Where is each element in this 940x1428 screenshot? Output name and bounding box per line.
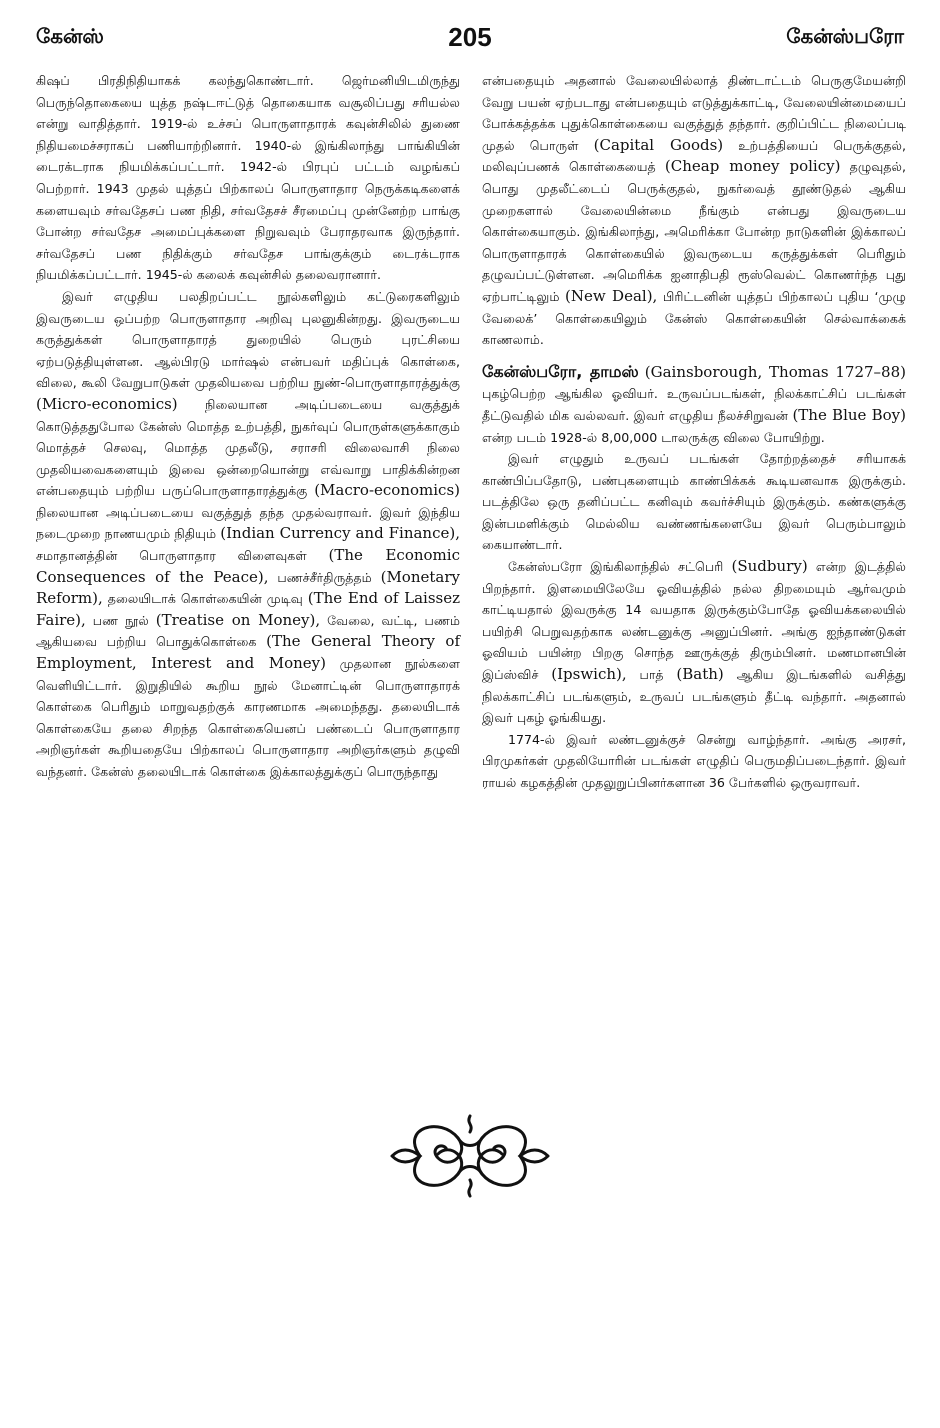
text-run: புகழ்பெற்ற ஆங்கில ஓவியர். உருவப்படங்கள், நிலக்காட்சிப் படங்கள் தீட்டுவதில் மிக வல்லவர். இவர் எழுதிய நீலச்சிறுவன் bbox=[482, 386, 906, 423]
running-head-left: கேன்ஸ் bbox=[36, 24, 104, 48]
paragraph bbox=[482, 556, 906, 729]
english-term: (Monetary Reform), bbox=[36, 567, 460, 608]
english-term: (Capital Goods) bbox=[593, 135, 724, 154]
text-run: பாத் bbox=[639, 667, 664, 683]
text-run: தழுவுதல், பொது முதலீட்டைப் பெருக்குதல், நுகர்வைத் தூண்டுதல் ஆகிய முறைகளால் வேலையின்மை நீங்கும் என்பது இவருடைய கொள்கையாகும். இங்கிலாந்து, அமெரிக்கா போன்ற நாடுகளின் இக்காலப் பொருளாதாரக் கொள்கையில் இவருடைய கருத்துக்கள் பெரிதும் தழுவப்பட்டுள்ளன. அமெரிக்க ஐனாதிபதி ரூஸ்வெல்ட் கொணர்ந்த புது ஏற்பாட்டிலும் bbox=[482, 159, 906, 304]
running-head-right: கேன்ஸ்பரோ bbox=[786, 24, 904, 48]
text-run: பிரிட்டனின் யுத்தப் பிற்காலப் புதிய ‘முழு வேலைக்’ கொள்கையிலும் கேன்ஸ் கொள்கையின் செல்வாக்கைக் காணலாம். bbox=[482, 288, 906, 348]
english-term: (Sudbury) bbox=[731, 557, 808, 576]
text-run: கேன்ஸ்பரோ இங்கிலாந்தில் சட்பெரி bbox=[508, 559, 724, 575]
floral-ornament-icon bbox=[380, 1108, 560, 1204]
text-run: என்ற படம் 1928-ல் 8,00,000 டாலருக்கு விலை போயிற்று. bbox=[482, 429, 825, 445]
paragraph: இவர் எழுதும் உருவப் படங்கள் தோற்றத்தைச் சரியாகக் காண்பிப்பதோடு, பண்புகளையும் காண்பிக்கக் கூடியனவாக இருக்கும். படத்திலே ஒரு தனிப்பட்ட கனிவும் கவர்ச்சியும் இருக்கும். கண்களுக்கு இன்பமளிக்கும் மெல்லிய வண்ணங்களையே இவர் பெரும்பாலும் கையாண்டார். bbox=[482, 451, 906, 553]
text-run: இவர் எழுதிய பலதிறப்பட்ட நூல்களிலும் கட்டுரைகளிலும் இவருடைய ஒப்பற்ற பொருளாதார அறிவு புலனுகின்றது. இவருடைய கருத்துக்கள் பொருளாதாரத் துறையில் பெரும் புரட்சியை ஏற்படுத்தியுள்ளன. ஆல்பிரடு மார்ஷல் என்பவர் மதிப்புக் கொள்கை, விலை, கூலி வேறுபாடுகள் முதலியவை பற்றிய நுண்-பொருளாதாரத்துக்கு bbox=[36, 288, 460, 391]
english-term: (The Economic Consequences of the Peace), bbox=[36, 546, 460, 586]
text-run: தலையிடாக் கொள்கையின் முடிவு bbox=[107, 591, 303, 607]
text-run: என்பதையும் அதனால் வேலையில்லாத் திண்டாட்டம் பெருகுமேயன்றி வேறு பயன் ஏற்படாது என்பதையும் எடுத்துக்காட்டி, வேலையின்மையைப் போக்கத்தக்க புதுக்கொள்கையை வகுத்துத் தந்தார். குறிப்பிட்ட நிலைப்படி முதல் பொருள் bbox=[482, 73, 906, 153]
english-term: (The End of Laissez Faire), bbox=[36, 589, 460, 629]
paragraph bbox=[482, 70, 906, 351]
paragraph: 1774-ல் இவர் லண்டனுக்குச் சென்று வாழ்ந்தார். அங்கு அரசர், பிரமுகர்கள் முதலியோரின் படங்கள் எழுதிப் பெருமதிப்படைந்தார். இவர் ராயல் கழகத்தின் முதலுறுப்பினர்களான 36 பேர்களில் ஒருவராவர். bbox=[482, 731, 906, 790]
english-term: (Indian Currency and Finance), bbox=[220, 524, 460, 543]
text-run: உற்பத்தியைப் பெருக்குதல், மலிவுப்பணக் கொள்கையைத் bbox=[482, 137, 906, 175]
text-run: பண நூல் bbox=[92, 612, 149, 628]
english-term: (Macro-economics) bbox=[314, 481, 460, 500]
text-run: நிலையான அடிப்படையை வகுத்துக் கொடுத்ததுபோல கேன்ஸ் மொத்த உற்பத்தி, நுகர்வுப் பொருள்களுக்காகும் மொத்தச் செலவு, மொத்த முதலீடு, சராசரி விலைவாசி நிலை முதலியவைகளையும் இவை ஒன்றையொன்று எவ்வாறு பாதிக்கின்றன என்பதையும் பற்றிய பருப்பொருளாதாரத்துக்கு bbox=[36, 396, 460, 499]
text-run: முதலான நூல்களை வெளியிட்டார். இறுதியில் கூறிய நூல் மேனாட்டின் பொருளாதாரக் கொள்கை பெரிதும் மாறுவதற்குக் காரணமாக அமைந்தது. தலையிடாக் கொள்கையே தலை சிறந்த கொள்கையெனப் பண்டைப் பொருளாதார அறிஞர்கள் கூறியதையே பிற்காலப் பொருளாதார அறிஞர்களும் தழுவி வந்தனர். கேன்ஸ் தலையிடாக் கொள்கை இக்காலத்துக்குப் பொருந்தாது bbox=[36, 656, 460, 779]
english-term: (Cheap money policy) bbox=[664, 157, 841, 176]
right-column bbox=[482, 70, 906, 794]
entry-headword: கேன்ஸ்பரோ, தாமஸ் bbox=[482, 361, 639, 381]
paragraph bbox=[36, 286, 460, 783]
text-run: சமாதானத்தின் பொருளாதார விளைவுகள் bbox=[36, 548, 307, 564]
english-term: (Gainsborough, Thomas 1727–88) bbox=[644, 362, 906, 381]
english-term: (Treatise on Money), bbox=[155, 610, 321, 629]
english-term: (Bath) bbox=[676, 665, 724, 684]
left-column bbox=[36, 70, 460, 783]
text-run: என்ற இடத்தில் பிறந்தார். இளமையிலேயே ஓவியத்தில் நல்ல திறமையும் ஆர்வமும் காட்டியதால் இவருக்கு 14 வயதாக இருக்கும்போதே ஓவியக்கலையில் பயிற்சி பெறுவதற்காக லண்டனுக்கு அனுப்பினர். அங்கு ஐந்தாண்டுகள் ஓவியம் பயின்ற பிறகு சொந்த ஊருக்குத் திரும்பினர். மணமானபின் இப்ஸ்விச் bbox=[482, 559, 906, 683]
page-header bbox=[36, 22, 904, 58]
english-term: (The Blue Boy) bbox=[792, 405, 907, 424]
text-run: பணச்சீர்திருத்தம் bbox=[277, 569, 372, 585]
english-term: (New Deal), bbox=[565, 286, 658, 305]
text-run: வேலை, வட்டி, பணம் ஆகியவை பற்றிய பொதுக்கொள்கை bbox=[36, 612, 460, 650]
english-term: (The General Theory of Employment, Interest and Money) bbox=[36, 632, 460, 673]
paragraph: கிஷப் பிரதிநிதியாகக் கலந்துகொண்டார். ஜெர்மனியிடமிருந்து பெருந்தொகையை யுத்த நஷ்டஈட்டுத் தொகையாக வசூலிப்பது சரியல்ல என்று வாதித்தார். 1919-ல் உச்சப் பொருளாதாரக் கவுன்சிலில் துணை நிதியமைச்சராகப் பணியாற்றினார். 1940-ல் இங்கிலாந்து பாங்கியின் டைரக்டராக நியமிக்கப்பட்டார். 1942-ல் பிரபுப் பட்டம் வழங்கப் பெற்றார். 1943 முதல் யுத்தப் பிற்காலப் பொருளாதார நெருக்கடிகளைக் களையவும் சர்வதேசப் பண நிதி, சர்வதேசச் சீரமைப்பு முன்னேற்ற பாங்கு போன்ற சர்வதேச அமைப்புக்களை நிறுவவும் பேராதரவாக இருந்தார். சர்வதேசப் பண நிதிக்கும் சர்வதேச பாங்குக்கும் டைரக்டராக நியமிக்கப்பட்டார். 1945-ல் கலைக் கவுன்சில் தலைவரானார். bbox=[36, 73, 460, 283]
english-term: (Ipswich), bbox=[551, 665, 627, 684]
text-run: நிலையான அடிப்படையை வகுத்துத் தந்த முதல்வராவர். இவர் இந்திய நடைமுறை நாணயமும் நிதியும் bbox=[36, 504, 460, 542]
encyclopedia-entry bbox=[482, 361, 906, 448]
english-term: (Micro-economics) bbox=[36, 394, 178, 413]
page-number: 205 bbox=[448, 22, 492, 52]
text-run: ஆகிய இடங்களில் வசித்து நிலக்காட்சிப் படங்களும், உருவப் படங்களும் தீட்டி வந்தார். அதனால் இவர் புகழ் ஓங்கியது. bbox=[482, 667, 906, 726]
